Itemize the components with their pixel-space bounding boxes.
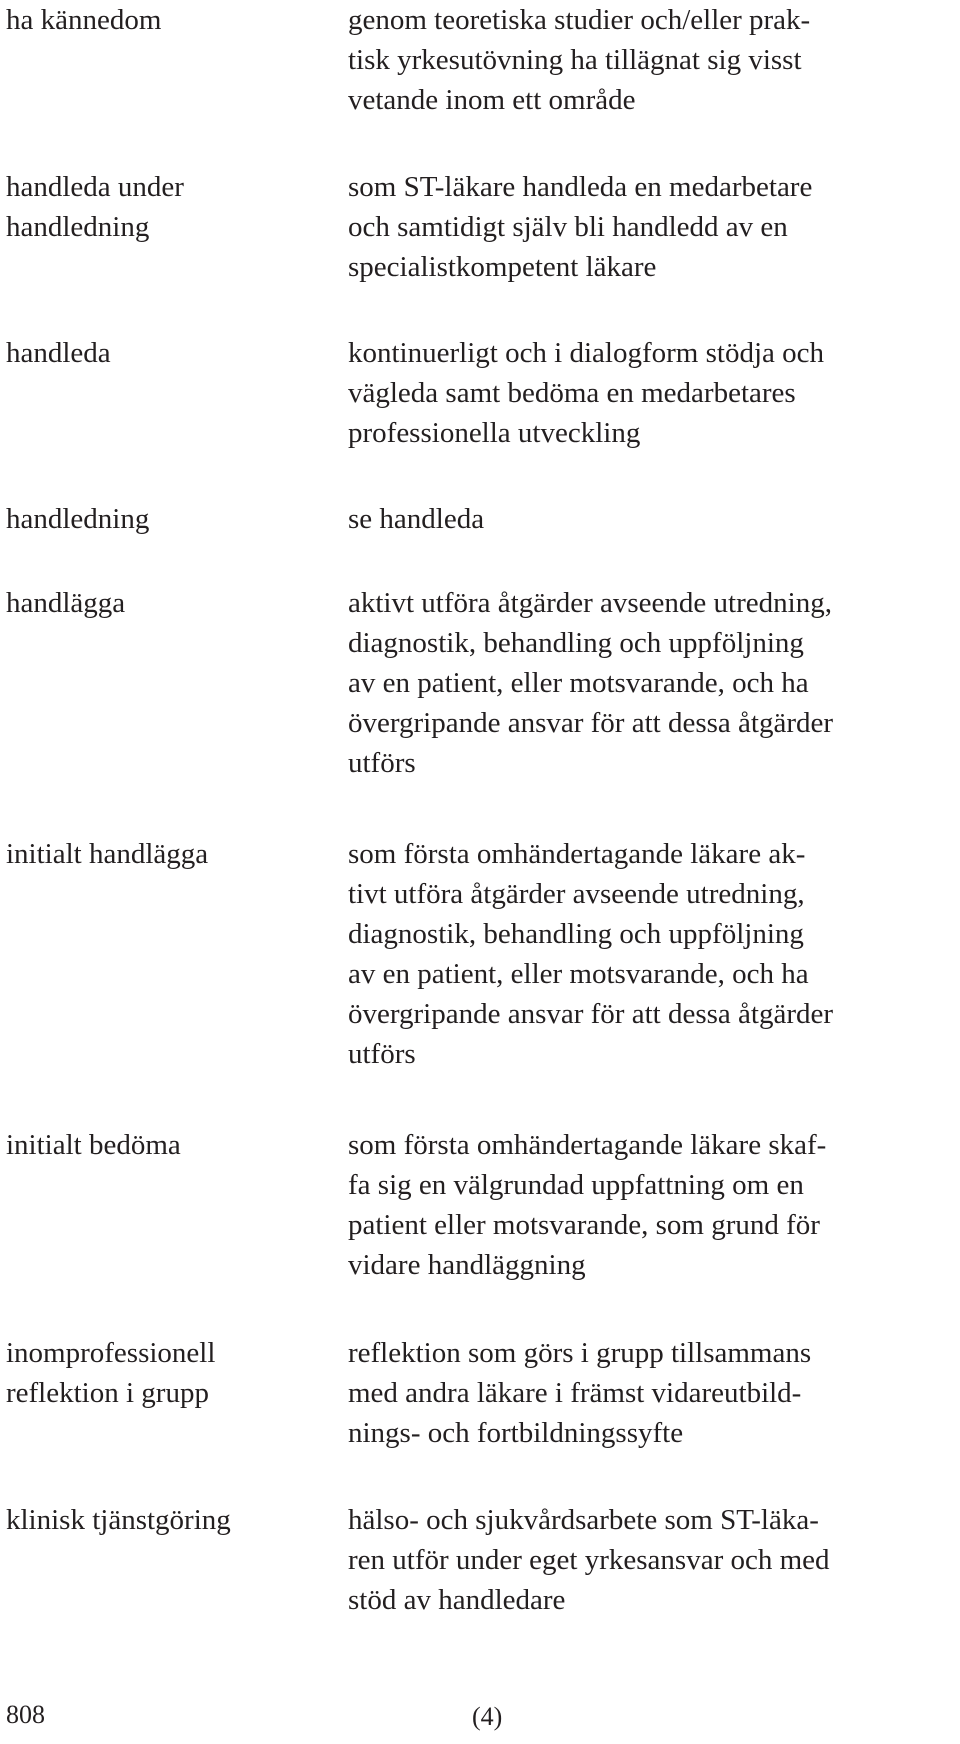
- glossary-definition-line: med andra läkare i främst vidareutbild-: [348, 1377, 802, 1409]
- glossary-term: inomprofessionell: [6, 1337, 216, 1369]
- glossary-term: initialt handlägga: [6, 838, 209, 870]
- glossary-definition-line: reflektion som görs i grupp tillsammans: [348, 1337, 812, 1369]
- glossary-definition-line: fa sig en välgrundad uppfattning om en: [348, 1169, 804, 1201]
- glossary-definition-line: övergripande ansvar för att dessa åtgärder: [348, 707, 833, 739]
- glossary-term: handledning: [6, 211, 150, 243]
- glossary-definition-line: nings- och fortbildningssyfte: [348, 1417, 684, 1449]
- glossary-definition-line: tisk yrkesutövning ha tillägnat sig visst: [348, 44, 802, 76]
- glossary-definition-line: av en patient, eller motsvarande, och ha: [348, 958, 809, 990]
- glossary-term: handleda under: [6, 171, 184, 203]
- glossary-definition-line: aktivt utföra åtgärder avseende utredning,: [348, 587, 832, 619]
- glossary-definition-line: tivt utföra åtgärder avseende utredning,: [348, 878, 805, 910]
- glossary-definition-line: stöd av handledare: [348, 1584, 566, 1616]
- glossary-definition-line: utförs: [348, 747, 416, 779]
- glossary-definition-line: vidare handläggning: [348, 1249, 586, 1281]
- glossary-term: handlägga: [6, 587, 126, 619]
- glossary-definition-line: hälso- och sjukvårdsarbete som ST-läka-: [348, 1504, 819, 1536]
- glossary-definition-line: som ST-läkare handleda en medarbetare: [348, 171, 813, 203]
- glossary-term: initialt bedöma: [6, 1129, 181, 1161]
- glossary-definition-line: diagnostik, behandling och uppföljning: [348, 918, 804, 950]
- glossary-definition-line: och samtidigt själv bli handledd av en: [348, 211, 788, 243]
- glossary-definition-line: av en patient, eller motsvarande, och ha: [348, 667, 809, 699]
- glossary-definition-line: som första omhändertagande läkare ak-: [348, 838, 806, 870]
- glossary-definition-line: vägleda samt bedöma en medarbetares: [348, 377, 796, 409]
- glossary-definition-line: övergripande ansvar för att dessa åtgärder: [348, 998, 833, 1030]
- glossary-definition-line: vetande inom ett område: [348, 84, 636, 116]
- glossary-definition-line: ren utför under eget yrkesansvar och med: [348, 1544, 830, 1576]
- glossary-definition-line: som första omhändertagande läkare skaf-: [348, 1129, 827, 1161]
- page-number: 808: [6, 1700, 45, 1729]
- issue-number: (4): [472, 1702, 503, 1731]
- glossary-definition-line: kontinuerligt och i dialogform stödja och: [348, 337, 824, 369]
- glossary-definition-line: patient eller motsvarande, som grund för: [348, 1209, 820, 1241]
- glossary-term: klinisk tjänstgöring: [6, 1504, 231, 1536]
- glossary-term: handleda: [6, 337, 111, 369]
- glossary-term: ha kännedom: [6, 4, 162, 36]
- glossary-definition-line: specialistkompetent läkare: [348, 251, 657, 283]
- glossary-definition-line: se handleda: [348, 503, 485, 535]
- glossary-definition-line: genom teoretiska studier och/eller prak-: [348, 4, 811, 36]
- glossary-definition-line: diagnostik, behandling och uppföljning: [348, 627, 804, 659]
- glossary-term: handledning: [6, 503, 150, 535]
- glossary-definition-line: professionella utveckling: [348, 417, 641, 449]
- glossary-definition-line: utförs: [348, 1038, 416, 1070]
- glossary-term: reflektion i grupp: [6, 1377, 209, 1409]
